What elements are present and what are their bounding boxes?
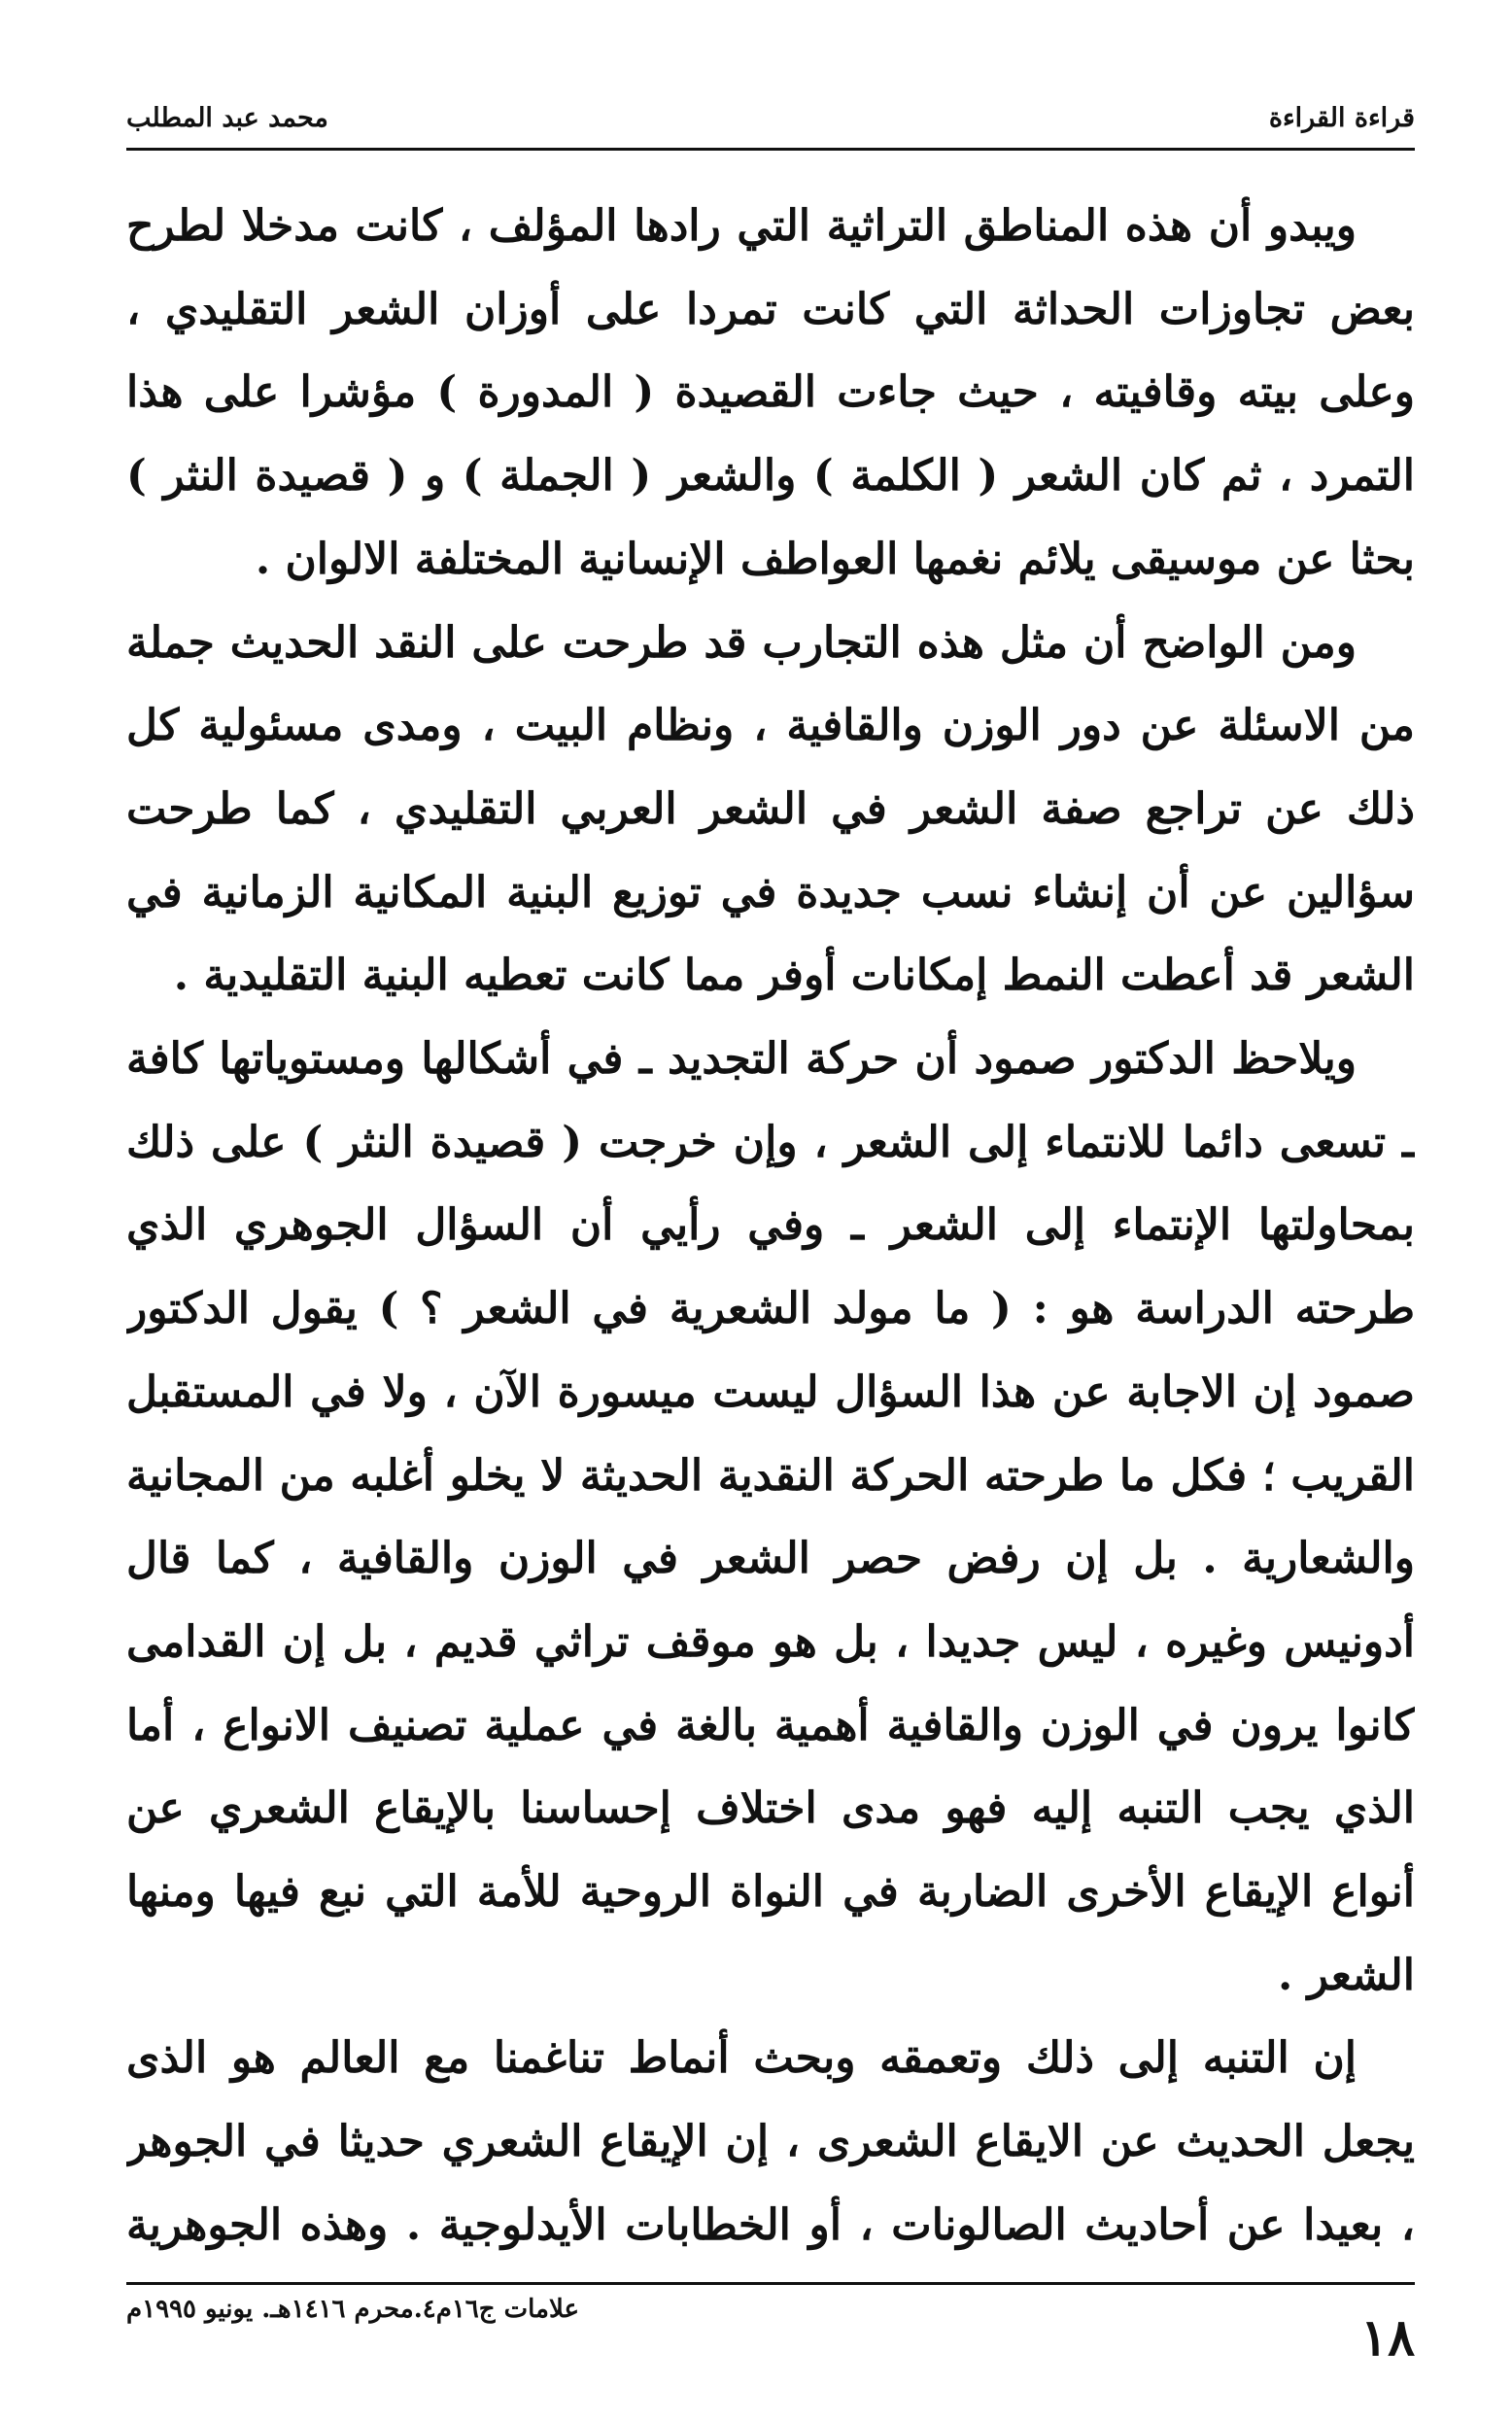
journal-section-title: قراءة القراءة: [1268, 103, 1415, 133]
running-footer: [126, 2282, 1415, 2368]
author-name: محمد عبد المطلب: [126, 103, 328, 133]
article-body: [126, 185, 1415, 2265]
page-number: ١٨: [1360, 2308, 1415, 2368]
paragraph-4: إن التنبه إلى ذلك وتعمقه وبحث أنماط تناغمنا مع العالم هو الذى يجعل الحديث عن الايقاع الشعرى ، إن الإيقاع الشعري حديثا في الجوهر ، بعيدا عن أحاديث الصالونات ، أو الخطابات الأيدلوجية . وهذه الجوهرية: [126, 2033, 1415, 2250]
journal-citation: علامات ج١٦م٤.محرم ١٤١٦هـ. يونيو ١٩٩٥م: [126, 2295, 579, 2324]
paragraph-2: ومن الواضح أن مثل هذه التجارب قد طرحت على النقد الحديث جملة من الاسئلة عن دور الوزن والقافية ، ونظام البيت ، ومدى مسئولية كل ذلك عن تراجع صفة الشعر في الشعر العربي التقليدي ، كما طرحت سؤالين عن أن إنشاء نسب جديدة في توزيع البنية المكانية الزمانية في الشعر قد أعطت النمط إمكانات أوفر مما كانت تعطيه البنية التقليدية .: [126, 617, 1415, 1001]
paragraph-3: ويلاحظ الدكتور صمود أن حركة التجديد ـ في أشكالها ومستوياتها كافة ـ تسعى دائما للانتماء إلى الشعر ، وإن خرجت ( قصيدة النثر ) على ذلك بمحاولتها الإنتماء إلى الشعر ـ وفي رأيي أن السؤال الجوهري الذي طرحته الدراسة هو : ( ما مولد الشعرية في الشعر ؟ ) يقول الدكتور صمود إن الاجابة عن هذا السؤال ليست ميسورة الآن ، ولا في المستقبل القريب ؛ فكل ما طرحته الحركة النقدية الحديثة لا يخلو أغلبه من المجانية والشعارية . بل إن رفض حصر الشعر في الوزن والقافية ، كما قال أدونيس وغيره ، ليس جديدا ، بل هو موقف تراثي قديم ، بل إن القدامى كانوا يرون في الوزن والقافية أهمية بالغة في عملية تصنيف الانواع ، أما الذي يجب التنبه إليه فهو مدى اختلاف إحساسنا بالإيقاع الشعري عن أنواع الإيقاع الأخرى الضاربة في النواة الروحية للأمة التي نبع فيها ومنها الشعر .: [126, 1034, 1415, 2000]
running-header: [126, 97, 1415, 151]
paragraph-1: ويبدو أن هذه المناطق التراثية التي رادها المؤلف ، كانت مدخلا لطرح بعض تجاوزات الحداثة التي كانت تمردا على أوزان الشعر التقليدي ، وعلى بيته وقافيته ، حيث جاءت القصيدة ( المدورة ) مؤشرا على هذا التمرد ، ثم كان الشعر ( الكلمة ) والشعر ( الجملة ) و ( قصيدة النثر ) بحثا عن موسيقى يلائم نغمها العواطف الإنسانية المختلفة الالوان .: [126, 201, 1415, 584]
